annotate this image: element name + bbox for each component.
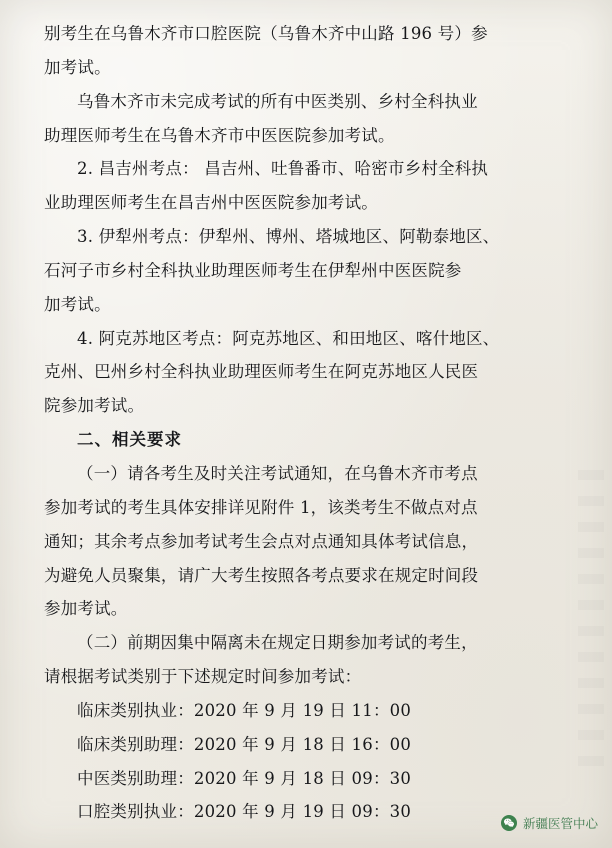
paragraph-line: 3. 伊犁州考点：伊犁州、博州、塔城地区、阿勒泰地区、 xyxy=(77,227,500,247)
schedule-item: 临床类别助理：2020 年 9 月 18 日 16：00 xyxy=(77,734,412,754)
paragraph-line: 请根据考试类别于下述规定时间参加考试： xyxy=(44,667,362,687)
paragraph-line: 参加考试的考生具体安排详见附件 1，该类考生不做点对点 xyxy=(44,497,478,517)
paragraph-line: 4. 阿克苏地区考点：阿克苏地区、和田地区、喀什地区、 xyxy=(77,328,500,348)
watermark-label: 新疆医管中心 xyxy=(522,816,598,831)
watermark-badge xyxy=(501,814,598,832)
paragraph-line: （一）请各考生及时关注考试通知，在乌鲁木齐市考点 xyxy=(77,463,478,483)
reverse-side-bleed xyxy=(578,470,604,770)
paragraph-line: 参加考试。 xyxy=(44,599,128,619)
paragraph-line: 乌鲁木齐市未完成考试的所有中医类别、乡村全科执业 xyxy=(77,91,478,111)
paragraph-line: （二）前期因集中隔离未在规定日期参加考试的考生， xyxy=(77,633,478,653)
paragraph-line: 院参加考试。 xyxy=(44,396,145,416)
paragraph-line: 别考生在乌鲁木齐市口腔医院（乌鲁木齐中山路 196 号）参 xyxy=(44,24,488,43)
paragraph-line: 为避免人员聚集，请广大考生按照各考点要求在规定时间段 xyxy=(44,565,479,585)
paragraph-line: 业助理医师考生在昌吉州中医医院参加考试。 xyxy=(44,193,378,213)
paragraph-line: 助理医师考生在乌鲁木齐市中医医院参加考试。 xyxy=(44,125,395,145)
section-heading: 二、相关要求 xyxy=(77,430,182,450)
paragraph-line: 2. 昌吉州考点： 昌吉州、吐鲁番市、哈密市乡村全科执 xyxy=(77,159,489,179)
wechat-official-account-icon xyxy=(501,815,517,831)
schedule-item: 中医类别助理：2020 年 9 月 18 日 09：30 xyxy=(77,768,412,788)
schedule-item: 临床类别执业：2020 年 9 月 19 日 11：00 xyxy=(77,700,412,720)
paragraph-line: 加考试。 xyxy=(44,294,111,314)
paragraph-line: 克州、巴州乡村全科执业助理医师考生在阿克苏地区人民医 xyxy=(44,362,479,382)
document-body xyxy=(44,18,574,830)
paragraph-line: 石河子市乡村全科执业助理医师考生在伊犁州中医医院参 xyxy=(44,260,462,280)
schedule-item: 口腔类别执业：2020 年 9 月 19 日 09：30 xyxy=(77,802,412,822)
paragraph-line: 通知；其余考点参加考试考生会点对点通知具体考试信息， xyxy=(44,531,479,551)
paragraph-line: 加考试。 xyxy=(44,57,111,77)
